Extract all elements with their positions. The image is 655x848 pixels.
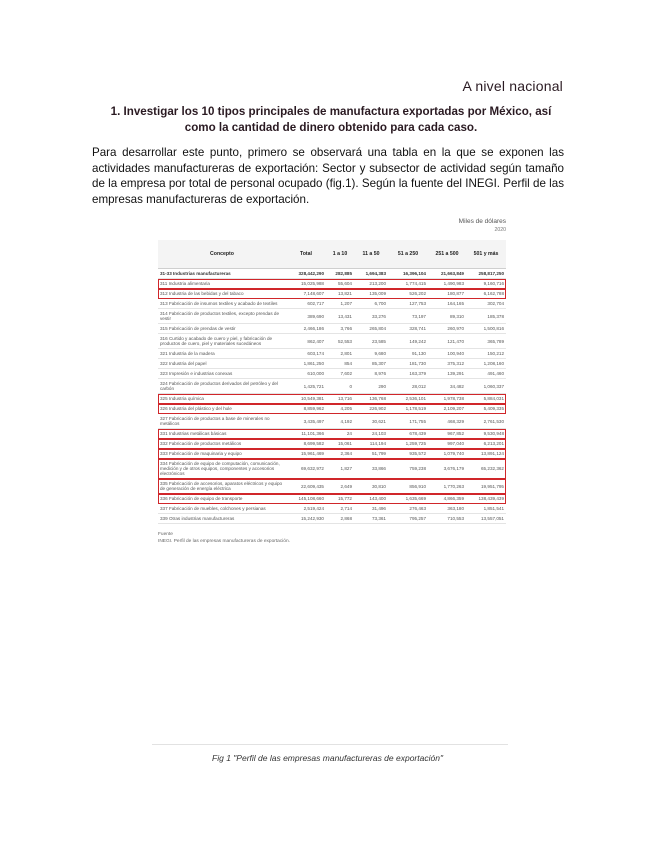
row-value: 69,632,972 xyxy=(286,459,326,479)
row-value: 171,755 xyxy=(388,414,428,429)
row-concept: 337 Fabricación de muebles, colchones y persianas xyxy=(158,504,286,514)
row-value: 967,852 xyxy=(428,429,466,439)
row-concept: 333 Fabricación de maquinaria y equipo xyxy=(158,449,286,459)
table-units xyxy=(158,218,506,234)
table-row xyxy=(158,299,506,309)
units-year: 2020 xyxy=(494,227,506,233)
table-row xyxy=(158,359,506,369)
table-row xyxy=(158,349,506,359)
row-value: 164,165 xyxy=(428,299,466,309)
row-value: 8,859,962 xyxy=(286,404,326,414)
column-header: 11 a 50 xyxy=(354,240,388,269)
row-value: 22,609,435 xyxy=(286,479,326,494)
row-concept: 312 Industria de las bebidas y del tabaco xyxy=(158,289,286,299)
row-concept: 334 Fabricación de equipo de computación, comunicación, medición y de otros equipos, componentes y accesorios electrónicos xyxy=(158,459,286,479)
source-label: Fuente xyxy=(158,532,173,537)
row-value: 34,482 xyxy=(428,379,466,394)
row-value: 6,213,201 xyxy=(466,439,506,449)
table-row xyxy=(158,269,506,279)
table-row xyxy=(158,429,506,439)
row-value: 265,804 xyxy=(354,324,388,334)
row-value: 1,978,738 xyxy=(428,394,466,404)
column-header: 501 y más xyxy=(466,240,506,269)
section-heading: A nivel nacional xyxy=(462,78,563,94)
row-value: 1,774,415 xyxy=(388,279,428,289)
table-row xyxy=(158,514,506,524)
row-value: 795,257 xyxy=(388,514,428,524)
row-value: 226,902 xyxy=(354,404,388,414)
row-value: 282,885 xyxy=(326,269,354,279)
table-row xyxy=(158,459,506,479)
row-value: 9,160,716 xyxy=(466,279,506,289)
row-value: 3,435,497 xyxy=(286,414,326,429)
row-value: 4,866,359 xyxy=(428,494,466,504)
row-value: 33,866 xyxy=(354,459,388,479)
row-value: 710,553 xyxy=(428,514,466,524)
row-value: 1,178,519 xyxy=(388,404,428,414)
row-value: 136,768 xyxy=(354,394,388,404)
row-value: 2,364 xyxy=(326,449,354,459)
row-value: 15,772 xyxy=(326,494,354,504)
row-value: 610,000 xyxy=(286,369,326,379)
row-value: 89,310 xyxy=(428,309,466,324)
row-value: 15,242,930 xyxy=(286,514,326,524)
row-value: 23,585 xyxy=(354,334,388,349)
row-value: 1,770,263 xyxy=(428,479,466,494)
row-value: 328,442,290 xyxy=(286,269,326,279)
row-value: 935,572 xyxy=(388,449,428,459)
row-value: 2,714 xyxy=(326,504,354,514)
row-concept: 313 Fabricación de insumos textiles y acabado de textiles xyxy=(158,299,286,309)
row-concept: 31-33 Industrias manufactureras xyxy=(158,269,286,279)
row-value: 73,197 xyxy=(388,309,428,324)
row-concept: 321 Industria de la madera xyxy=(158,349,286,359)
row-value: 302,704 xyxy=(466,299,506,309)
row-value: 13,431 xyxy=(326,309,354,324)
row-value: 997,040 xyxy=(428,439,466,449)
table-row xyxy=(158,394,506,404)
row-concept: 339 Otras industrias manufactureras xyxy=(158,514,286,524)
row-concept: 324 Fabricación de productos derivados del petróleo y del carbón xyxy=(158,379,286,394)
row-concept: 335 Fabricación de accesorios, aparatos eléctricos y equipo de generación de energía eléctrica xyxy=(158,479,286,494)
row-value: 854 xyxy=(326,359,354,369)
table-body xyxy=(158,269,506,524)
row-value: 55,604 xyxy=(326,279,354,289)
column-header: 1 a 10 xyxy=(326,240,354,269)
row-value: 856,910 xyxy=(388,479,428,494)
row-value: 1,425,721 xyxy=(286,379,326,394)
source-text: INEGI. Perfil de las empresas manufactureras de exportación. xyxy=(158,538,290,544)
table-source xyxy=(158,532,506,545)
row-value: 603,174 xyxy=(286,349,326,359)
row-value: 1,259,725 xyxy=(388,439,428,449)
row-value: 2,868 xyxy=(326,514,354,524)
row-value: 65,232,362 xyxy=(466,459,506,479)
row-value: 3,676,179 xyxy=(428,459,466,479)
row-value: 1,079,740 xyxy=(428,449,466,459)
row-value: 85,307 xyxy=(354,359,388,369)
row-value: 6,700 xyxy=(354,299,388,309)
row-value: 135,009 xyxy=(354,289,388,299)
row-value: 1,635,669 xyxy=(388,494,428,504)
table-row xyxy=(158,439,506,449)
column-header: Concepto xyxy=(158,240,286,269)
row-value: 2,761,530 xyxy=(466,414,506,429)
row-value: 9,680 xyxy=(354,349,388,359)
table-row xyxy=(158,309,506,324)
row-concept: 315 Fabricación de prendas de vestir xyxy=(158,324,286,334)
row-value: 290 xyxy=(354,379,388,394)
row-value: 0 xyxy=(326,379,354,394)
row-value: 1,060,337 xyxy=(466,379,506,394)
row-value: 11,101,366 xyxy=(286,429,326,439)
row-value: 2,466,186 xyxy=(286,324,326,334)
table-row xyxy=(158,369,506,379)
row-value: 24 xyxy=(326,429,354,439)
row-value: 15,025,988 xyxy=(286,279,326,289)
row-value: 163,379 xyxy=(388,369,428,379)
row-value: 52,553 xyxy=(326,334,354,349)
row-value: 91,130 xyxy=(388,349,428,359)
row-value: 389,690 xyxy=(286,309,326,324)
row-value: 30,810 xyxy=(354,479,388,494)
row-value: 2,649 xyxy=(326,479,354,494)
table-row xyxy=(158,379,506,394)
figure-table xyxy=(158,218,506,545)
table-row xyxy=(158,479,506,494)
row-value: 143,400 xyxy=(354,494,388,504)
row-value: 51,799 xyxy=(354,449,388,459)
row-value: 100,940 xyxy=(428,349,466,359)
row-value: 181,730 xyxy=(388,359,428,369)
row-concept: 326 Industria del plástico y del hule xyxy=(158,404,286,414)
row-value: 127,753 xyxy=(388,299,428,309)
exports-table xyxy=(158,240,506,524)
column-header: Total xyxy=(286,240,326,269)
row-value: 363,180 xyxy=(428,504,466,514)
row-value: 276,463 xyxy=(388,504,428,514)
row-concept: 332 Fabricación de productos metálicos xyxy=(158,439,286,449)
row-value: 258,817,250 xyxy=(466,269,506,279)
row-concept: 316 Curtido y acabado de cuero y piel, y fabricación de productos de cuero, piel y materiales sucedáneos xyxy=(158,334,286,349)
row-value: 13,716 xyxy=(326,394,354,404)
row-value: 15,961,469 xyxy=(286,449,326,459)
row-value: 180,877 xyxy=(428,289,466,299)
row-value: 526,202 xyxy=(388,289,428,299)
row-value: 2,109,207 xyxy=(428,404,466,414)
row-value: 8,699,582 xyxy=(286,439,326,449)
row-value: 213,200 xyxy=(354,279,388,289)
row-value: 138,439,439 xyxy=(466,494,506,504)
row-value: 1,861,250 xyxy=(286,359,326,369)
row-value: 31,496 xyxy=(354,504,388,514)
row-value: 13,891,124 xyxy=(466,449,506,459)
row-value: 491,460 xyxy=(466,369,506,379)
row-concept: 314 Fabricación de productos textiles, excepto prendas de vestir xyxy=(158,309,286,324)
row-value: 5,884,031 xyxy=(466,394,506,404)
table-row xyxy=(158,504,506,514)
figure-caption: Fig 1 "Perfil de las empresas manufactureras de exportación" xyxy=(212,753,443,763)
row-value: 602,717 xyxy=(286,299,326,309)
row-value: 1,500,816 xyxy=(466,324,506,334)
row-value: 15,061 xyxy=(326,439,354,449)
row-value: 328,741 xyxy=(388,324,428,334)
caption-divider xyxy=(152,744,508,745)
row-value: 260,970 xyxy=(428,324,466,334)
row-value: 24,103 xyxy=(354,429,388,439)
row-concept: 311 Industria alimentaria xyxy=(158,279,286,289)
row-value: 9,530,948 xyxy=(466,429,506,439)
table-row xyxy=(158,404,506,414)
row-value: 468,329 xyxy=(428,414,466,429)
row-value: 73,361 xyxy=(354,514,388,524)
table-row xyxy=(158,334,506,349)
row-value: 365,789 xyxy=(466,334,506,349)
row-value: 2,801 xyxy=(326,349,354,359)
row-concept: 327 Fabricación de productos a base de minerales no metálicos xyxy=(158,414,286,429)
row-value: 1,208,160 xyxy=(466,359,506,369)
row-value: 3,766 xyxy=(326,324,354,334)
row-value: 7,602 xyxy=(326,369,354,379)
row-value: 13,821 xyxy=(326,289,354,299)
row-value: 139,291 xyxy=(428,369,466,379)
row-value: 678,439 xyxy=(388,429,428,439)
row-value: 1,827 xyxy=(326,459,354,479)
row-value: 4,205 xyxy=(326,404,354,414)
row-value: 33,276 xyxy=(354,309,388,324)
row-value: 185,378 xyxy=(466,309,506,324)
row-value: 5,409,335 xyxy=(466,404,506,414)
row-value: 1,694,383 xyxy=(354,269,388,279)
row-concept: 325 Industria química xyxy=(158,394,286,404)
row-value: 10,549,381 xyxy=(286,394,326,404)
row-value: 145,108,660 xyxy=(286,494,326,504)
row-concept: 336 Fabricación de equipo de transporte xyxy=(158,494,286,504)
row-value: 375,312 xyxy=(428,359,466,369)
units-label: Miles de dólares xyxy=(458,218,506,225)
row-value: 28,012 xyxy=(388,379,428,394)
question-heading: 1. Investigar los 10 tipos principales de manufactura exportadas por México, así como la cantidad de dinero obtenido para cada caso. xyxy=(110,105,552,134)
row-value: 150,212 xyxy=(466,349,506,359)
table-row xyxy=(158,414,506,429)
row-value: 862,407 xyxy=(286,334,326,349)
row-value: 1,851,541 xyxy=(466,504,506,514)
body-paragraph: Para desarrollar este punto, primero se observará una tabla en la que se exponen las actividades manufactureras de exportación: Sector y subsector de actividad según tamaño de la empresa por total de personal ocupado (fig.1). Según la fuente del INEGI. Perfil de las empresas manufactureras de exportación. xyxy=(92,146,564,206)
row-value: 6,162,788 xyxy=(466,289,506,299)
row-concept: 331 Industrias metálicas básicas xyxy=(158,429,286,439)
row-value: 149,242 xyxy=(388,334,428,349)
table-row xyxy=(158,289,506,299)
row-concept: 322 Industria del papel xyxy=(158,359,286,369)
table-row xyxy=(158,279,506,289)
table-header-row xyxy=(158,240,506,269)
row-value: 8,976 xyxy=(354,369,388,379)
row-concept: 323 Impresión e industrias conexas xyxy=(158,369,286,379)
column-header: 51 a 250 xyxy=(388,240,428,269)
row-value: 2,536,101 xyxy=(388,394,428,404)
row-value: 1,207 xyxy=(326,299,354,309)
row-value: 759,238 xyxy=(388,459,428,479)
row-value: 1,490,983 xyxy=(428,279,466,289)
row-value: 2,519,424 xyxy=(286,504,326,514)
row-value: 114,194 xyxy=(354,439,388,449)
table-row xyxy=(158,324,506,334)
row-value: 13,557,051 xyxy=(466,514,506,524)
row-value: 121,470 xyxy=(428,334,466,349)
row-value: 7,148,607 xyxy=(286,289,326,299)
row-value: 4,192 xyxy=(326,414,354,429)
table-row xyxy=(158,494,506,504)
row-value: 21,663,849 xyxy=(428,269,466,279)
row-value: 30,621 xyxy=(354,414,388,429)
row-value: 16,396,104 xyxy=(388,269,428,279)
column-header: 251 a 500 xyxy=(428,240,466,269)
table-row xyxy=(158,449,506,459)
row-value: 19,951,795 xyxy=(466,479,506,494)
